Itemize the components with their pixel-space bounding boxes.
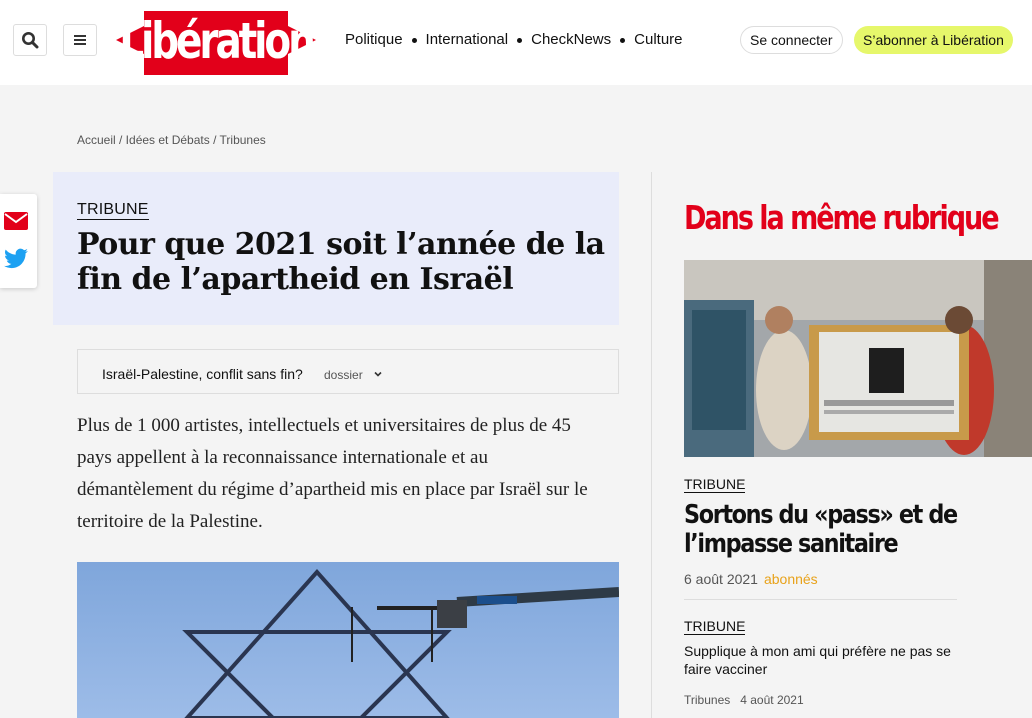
share-bar <box>0 194 37 288</box>
nav-item-politique[interactable]: Politique <box>345 31 403 48</box>
sidebar-item-date: 6 août 2021 <box>684 571 758 587</box>
dossier-dropdown[interactable] <box>77 349 619 394</box>
article-title: Pour que 2021 soit l’année de la fin de l’apartheid en Israël <box>77 227 605 297</box>
sidebar-item-date: 4 août 2021 <box>740 693 804 707</box>
article-kicker[interactable]: TRIBUNE <box>77 201 149 218</box>
column-divider <box>651 172 652 718</box>
sidebar-item-meta <box>684 693 804 707</box>
mail-icon[interactable] <box>3 208 29 234</box>
dossier-title: Israël-Palestine, conflit sans fin? <box>102 366 303 382</box>
search-button[interactable] <box>13 24 47 56</box>
main-nav <box>345 31 683 48</box>
liberation-logo[interactable] <box>114 4 318 76</box>
login-button[interactable]: Se connecter <box>740 26 843 54</box>
dossier-tag: dossier <box>324 368 363 382</box>
nav-item-checknews[interactable]: CheckNews <box>531 31 612 48</box>
menu-button[interactable] <box>63 24 97 56</box>
nav-separator <box>412 38 417 43</box>
sidebar-item-image[interactable] <box>684 260 1032 457</box>
nav-item-international[interactable]: International <box>425 31 509 48</box>
sidebar-separator <box>684 599 957 600</box>
nav-separator <box>620 38 625 43</box>
article-main-image <box>77 562 619 718</box>
subscribe-button[interactable]: S’abonner à Libération <box>854 26 1013 54</box>
sidebar-title: Dans la même rubrique <box>684 198 998 237</box>
sidebar-item-section[interactable]: Tribunes <box>684 693 731 707</box>
nav-item-culture[interactable]: Culture <box>634 31 683 48</box>
site-header <box>0 0 1032 85</box>
sidebar-item-title[interactable]: Supplique à mon ami qui préfère ne pas se faire vacciner <box>684 643 951 677</box>
search-icon <box>21 31 39 49</box>
sidebar-item-meta <box>684 571 818 587</box>
nav-separator <box>517 38 522 43</box>
sidebar-item-kicker[interactable]: TRIBUNE <box>684 476 746 492</box>
sidebar-item-title[interactable]: Sortons du «pass» et de l’impasse sanitaire <box>684 500 957 559</box>
sidebar-item-kicker[interactable]: TRIBUNE <box>684 618 746 634</box>
svg-text:Libération: Libération <box>119 11 313 71</box>
breadcrumb[interactable]: Accueil / Idées et Débats / Tribunes <box>77 133 266 147</box>
twitter-icon[interactable] <box>3 246 29 272</box>
article-lead: Plus de 1 000 artistes, intellectuels et universitaires de plus de 45 pays appellent à la reconnaissance internationale et au démantèlement du régime d’apartheid mis en place par Israël sur le territoire de la Palestine. <box>77 415 588 532</box>
menu-icon <box>71 31 89 49</box>
abonnes-badge: abonnés <box>763 571 818 587</box>
article-header <box>53 172 619 325</box>
chevron-down-icon <box>373 369 383 379</box>
